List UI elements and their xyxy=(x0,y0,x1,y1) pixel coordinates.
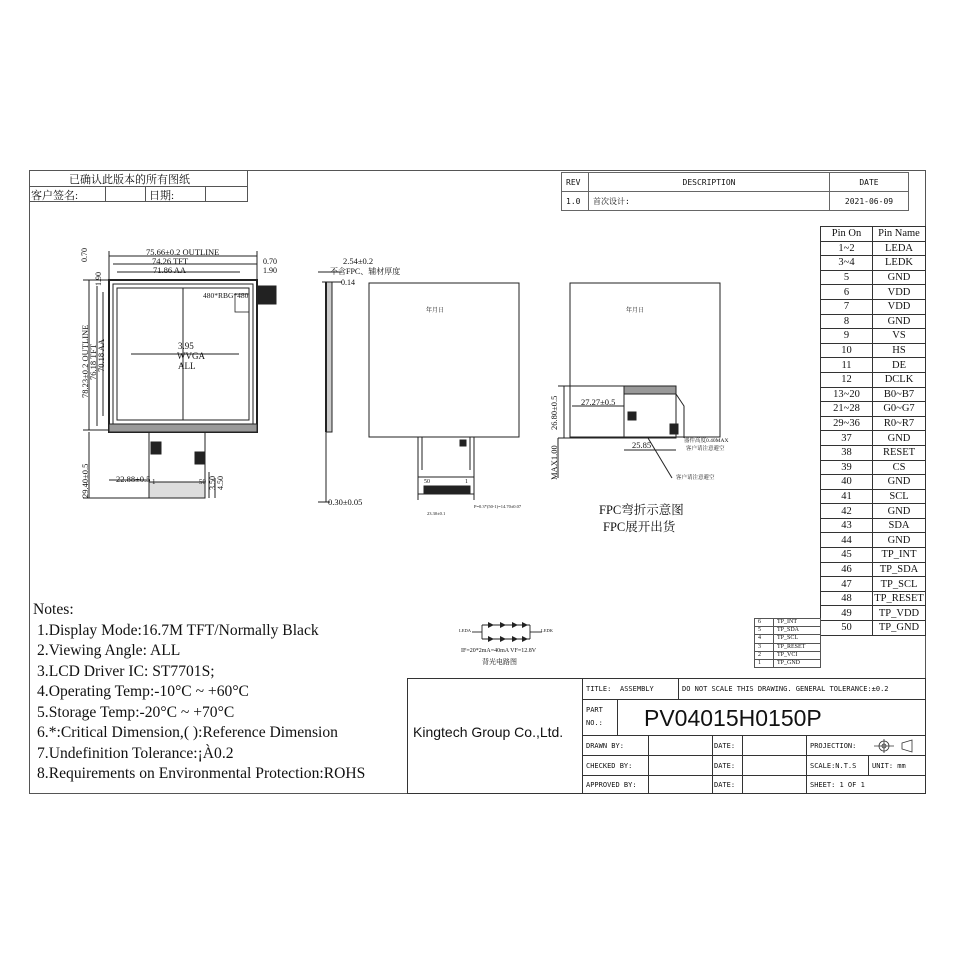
tp-pin-number: 2 xyxy=(755,651,774,659)
pin-row xyxy=(821,416,926,431)
pin-row xyxy=(821,256,926,271)
pin-row xyxy=(821,489,926,504)
pin-name: GND xyxy=(873,314,926,329)
tp-pin-number: 3 xyxy=(755,643,774,651)
fpc-bend-caption: FPC弯折示意图 xyxy=(599,503,684,517)
pin-table-header: Pin On xyxy=(821,227,873,242)
pin-name: GND xyxy=(873,270,926,285)
note-item: 8.Requirements on Environmental Protection:ROHS xyxy=(37,765,366,782)
front-view xyxy=(75,246,290,506)
sheet-label: SHEET: 1 OF 1 xyxy=(810,781,865,789)
pin-row xyxy=(821,577,926,592)
tp-row xyxy=(755,651,821,659)
tp-pin-name: TP_SCL xyxy=(774,635,821,643)
tp-row xyxy=(755,635,821,643)
pin-row xyxy=(821,270,926,285)
pin-row xyxy=(821,314,926,329)
note-item: 5.Storage Temp:-20°C ~ +70°C xyxy=(37,703,235,721)
tp-pin-table xyxy=(754,618,821,668)
customer-sign-label: 客户签名: xyxy=(31,190,79,202)
pin-number: 8 xyxy=(821,314,873,329)
pin-name: GND xyxy=(873,533,926,548)
pin-name: SDA xyxy=(873,518,926,533)
pin-row xyxy=(821,591,926,606)
approved-by: APPROVED BY: xyxy=(586,781,637,789)
pin-number: 39 xyxy=(821,460,873,475)
pin-row xyxy=(821,299,926,314)
dim-left-070: 0.70 xyxy=(80,248,89,262)
pin-name: TP_GND xyxy=(873,621,926,636)
dim-outline-width: 75.66±0.2 OUTLINE xyxy=(146,247,220,257)
dim-fpc-offset: 22.88±0.5 xyxy=(116,474,151,484)
pin-row xyxy=(821,431,926,446)
pin-number: 47 xyxy=(821,577,873,592)
pin-number: 46 xyxy=(821,562,873,577)
note-item: 2.Viewing Angle: ALL xyxy=(37,642,181,659)
pin-name: TP_RESET xyxy=(874,593,924,605)
date-2: DATE: xyxy=(714,762,736,770)
back-fpc-pitch: P=0.3*(50-1)=14.70±0.07 xyxy=(474,504,522,509)
back-view xyxy=(368,282,520,522)
notes-title: Notes: xyxy=(33,601,74,618)
dim-outline-height: 78.23±0.2 OUTLINE xyxy=(80,324,90,398)
mode-label: WVGA xyxy=(177,351,205,361)
pin-number: 11 xyxy=(821,358,873,373)
pin-number: 38 xyxy=(821,445,873,460)
pin-row xyxy=(821,460,926,475)
pin-row xyxy=(821,518,926,533)
pin-number: 50 xyxy=(821,621,873,636)
pin-row xyxy=(821,475,926,490)
pin-name: LEDK xyxy=(873,256,926,271)
part-number: PV04015H0150P xyxy=(644,705,822,731)
pin-row xyxy=(821,533,926,548)
pin-row xyxy=(821,548,926,563)
pin-name: B0~B7 xyxy=(873,387,926,402)
pin-number: 29~36 xyxy=(821,416,873,431)
pin-row xyxy=(821,562,926,577)
pin-table xyxy=(820,226,926,636)
dim-2727: 27.27±0.5 xyxy=(581,397,616,407)
checked-by: CHECKED BY: xyxy=(586,762,633,770)
projection-label: PROJECTION: xyxy=(810,742,857,750)
angle-label: ALL xyxy=(178,361,196,371)
pin-name: TP_SCL xyxy=(873,577,926,592)
dim-tft-height: 76.18 TFT xyxy=(88,343,98,380)
back-pin-1: 1 xyxy=(465,479,468,485)
description-header: DESCRIPTION xyxy=(589,173,830,192)
dim-aa-height: 70.18 AA xyxy=(96,338,106,372)
pin-row xyxy=(821,343,926,358)
backlight-leda: LEDA xyxy=(459,628,471,633)
pin-number: 48 xyxy=(821,591,873,606)
rev-header: REV xyxy=(562,173,589,192)
note-item: 1.Display Mode:16.7M TFT/Normally Black xyxy=(37,621,319,639)
pin-number: 21~28 xyxy=(821,402,873,417)
pin-name: R0~R7 xyxy=(873,416,926,431)
tp-row xyxy=(755,619,821,627)
tp-pin-number: 6 xyxy=(755,619,774,627)
scale-label: SCALE:N.T.S xyxy=(810,762,857,770)
pin-number: 13~20 xyxy=(821,387,873,402)
dim-030: 0.30±0.05 xyxy=(328,497,363,507)
resolution-label: 480*RBG*480 xyxy=(203,291,249,300)
pin-number: 9 xyxy=(821,329,873,344)
side-view xyxy=(312,262,372,512)
tp-pin-number: 4 xyxy=(755,635,774,643)
pin-row xyxy=(821,606,926,621)
pin-number: 43 xyxy=(821,518,873,533)
pin-number: 6 xyxy=(821,285,873,300)
tp-pin-name: TP_VCI xyxy=(774,651,821,659)
backlight-spec: IF=20*2mA=40mA VF=12.8V xyxy=(461,648,537,654)
confirm-block xyxy=(29,170,248,202)
pin-number: 5 xyxy=(821,270,873,285)
tp-pin-number: 5 xyxy=(755,627,774,635)
pin-name: TP_VDD xyxy=(873,606,926,621)
tolerance-text: DO NOT SCALE THIS DRAWING. GENERAL TOLERANCE:±0.2 xyxy=(682,685,889,693)
component-avoid-note: 客户请注意避空 xyxy=(686,446,725,452)
fpc-pin-1: 1 xyxy=(152,478,156,486)
tp-row xyxy=(755,627,821,635)
dim-tft-width: 74.26 TFT xyxy=(152,256,189,266)
confirm-title: 已确认此版本的所有图纸 xyxy=(69,174,190,186)
tp-pin-name: TP_SDA xyxy=(774,627,821,635)
revision-table xyxy=(561,172,909,211)
pin-name: SCL xyxy=(873,489,926,504)
back-fpc-width: 23.30±0.1 xyxy=(427,511,446,516)
component-avoid-note-2: 客户请注意避空 xyxy=(676,475,715,481)
backlight-ledk: LEDK xyxy=(541,628,553,633)
pin-row xyxy=(821,621,926,636)
company-name: Kingtech Group Co.,Ltd. xyxy=(413,724,564,740)
backlight-caption: 背光电路图 xyxy=(482,658,517,666)
pin-number: 40 xyxy=(821,475,873,490)
pin-row xyxy=(821,241,926,256)
description-value: 首次设计: xyxy=(589,192,830,211)
pin-name: GND xyxy=(873,431,926,446)
tp-pin-name: TP_GND xyxy=(774,659,821,667)
title-label: TITLE: xyxy=(586,685,612,693)
unit-label: UNIT: mm xyxy=(872,762,906,770)
pin-name: VDD xyxy=(873,285,926,300)
dim-2585: 25.85 xyxy=(632,440,652,450)
back-date-mark: 年月日 xyxy=(426,308,445,314)
part-label-1: PART xyxy=(586,706,603,714)
pin-number: 3~4 xyxy=(821,256,873,271)
note-item: 7.Undefinition Tolerance:¡À0.2 xyxy=(37,744,234,762)
date-header: DATE xyxy=(830,173,909,192)
tp-pin-name: TP_INT xyxy=(774,619,821,627)
pin-table-header: Pin Name xyxy=(873,227,926,242)
title-block xyxy=(407,678,926,794)
date-label: 日期: xyxy=(149,190,175,202)
bend-date-mark: 年月日 xyxy=(626,308,645,314)
fpc-pin-50: 50 xyxy=(199,478,206,486)
pin-number: 37 xyxy=(821,431,873,446)
date-value: 2021-06-09 xyxy=(830,192,909,211)
date-1: DATE: xyxy=(714,742,736,750)
note-item: 6.*:Critical Dimension,( ):Reference Dimension xyxy=(37,724,338,741)
dim-2680: 26.80±0.5 xyxy=(549,395,559,430)
component-height-note: 器件高度0.40MAX xyxy=(684,438,729,444)
pin-number: 44 xyxy=(821,533,873,548)
pin-name: DE xyxy=(873,358,926,373)
backlight-circuit xyxy=(470,614,550,650)
pin-row xyxy=(821,372,926,387)
pin-name: LEDA xyxy=(873,241,926,256)
dim-left-190: 1.90 xyxy=(94,272,103,286)
pin-name: RESET xyxy=(873,445,926,460)
rev-value: 1.0 xyxy=(562,192,589,211)
thickness-note: 不含FPC、辅材厚度 xyxy=(330,267,401,276)
fpc-flat-caption: FPC展开出货 xyxy=(603,520,676,534)
pin-number: 45 xyxy=(821,548,873,563)
pin-name: CS xyxy=(873,460,926,475)
pin-row xyxy=(821,387,926,402)
tp-pin-name: TP_RESET xyxy=(774,643,821,651)
pin-row xyxy=(821,445,926,460)
pin-name: G0~G7 xyxy=(873,402,926,417)
pin-name: VS xyxy=(873,329,926,344)
note-item: 3.LCD Driver IC: ST7701S; xyxy=(37,662,215,680)
dim-aa-width: 71.86 AA xyxy=(153,265,187,275)
tp-row xyxy=(755,659,821,667)
dim-thickness: 2.54±0.2 xyxy=(343,256,374,266)
title-value: ASSEMBLY xyxy=(620,685,654,693)
drawn-by: DRAWN BY: xyxy=(586,742,624,750)
tp-row xyxy=(755,643,821,651)
note-item: 4.Operating Temp:-10°C ~ +60°C xyxy=(37,683,249,700)
pin-name: TP_SDA xyxy=(873,562,926,577)
dim-fpc-length: 29.40±0.5 xyxy=(80,463,90,498)
part-label-2: NO.: xyxy=(586,719,603,727)
back-pin-50: 50 xyxy=(424,479,430,485)
size-label: 3.95 xyxy=(178,341,194,351)
pin-number: 42 xyxy=(821,504,873,519)
pin-number: 10 xyxy=(821,343,873,358)
date-3: DATE: xyxy=(714,781,736,789)
projection-symbol xyxy=(874,739,918,753)
pin-number: 41 xyxy=(821,489,873,504)
dim-max100: MAX1.00 xyxy=(549,445,559,480)
pin-name: GND xyxy=(873,475,926,490)
pin-number: 1~2 xyxy=(821,241,873,256)
dim-fpc-450: 4.50 xyxy=(216,476,225,490)
dim-014: 0.14 xyxy=(341,278,355,287)
pin-name: VDD xyxy=(873,299,926,314)
dim-right-190: 1.90 xyxy=(263,266,277,275)
pin-row xyxy=(821,402,926,417)
pin-name: DCLK xyxy=(873,372,926,387)
pin-number: 49 xyxy=(821,606,873,621)
pin-row xyxy=(821,285,926,300)
notes-block xyxy=(33,600,365,785)
pin-name: HS xyxy=(873,343,926,358)
pin-row xyxy=(821,329,926,344)
dim-right-070: 0.70 xyxy=(263,257,277,266)
pin-number: 7 xyxy=(821,299,873,314)
pin-row xyxy=(821,504,926,519)
pin-row xyxy=(821,358,926,373)
pin-name: TP_INT xyxy=(873,548,926,563)
pin-name: GND xyxy=(873,504,926,519)
pin-number: 12 xyxy=(821,372,873,387)
dim-fpc-350: 3.50 xyxy=(208,476,217,490)
tp-pin-number: 1 xyxy=(755,659,774,667)
